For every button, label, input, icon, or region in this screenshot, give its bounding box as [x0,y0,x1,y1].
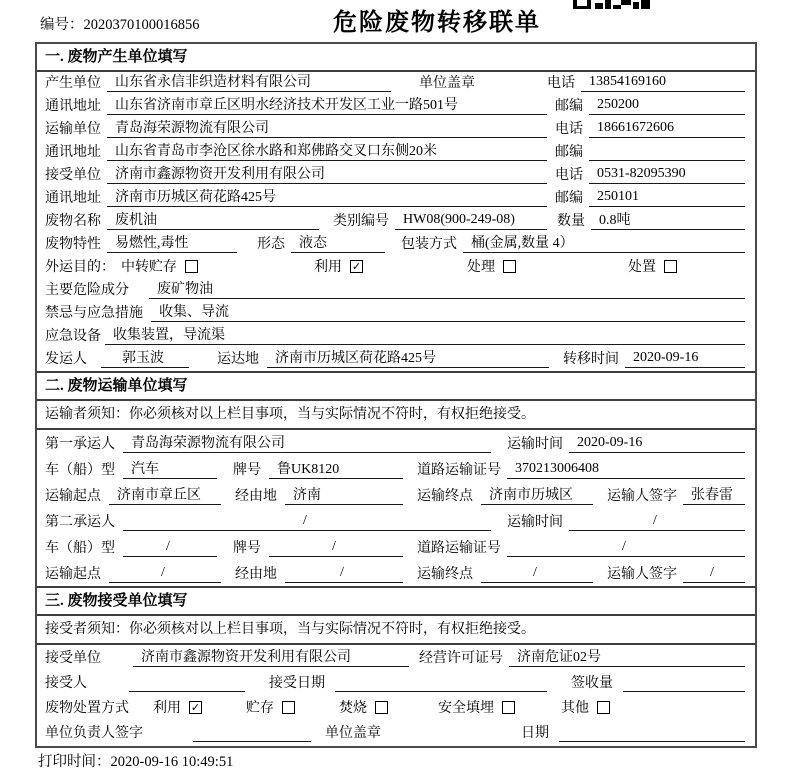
qr-code-fragment [573,0,653,10]
route2-via-value: / [285,565,403,583]
receive-person-value [129,674,245,692]
operate-license-value: 济南危证02号 [509,646,745,667]
vehicle-type2-value: / [123,539,217,557]
route1-via-value: 济南 [285,484,403,505]
waste-name-label: 废物名称 [45,214,101,229]
row-producer-address [37,95,755,118]
checkbox-disposal-incinerate [375,701,388,714]
route2-start-value: / [109,565,221,583]
producer-zip-label: 邮编 [555,99,583,114]
receipt-amount-label: 签收量 [571,676,613,691]
receive-person-label: 接受人 [45,676,87,691]
row-second-carrier [37,508,755,534]
row-receive-person [37,670,755,695]
purpose-label: 外运目的： [45,260,115,275]
producer-address-value: 山东省济南市章丘区明水经济技术开发区工业一路501号 [107,94,547,115]
waste-props-value: 易燃性,毒性 [107,232,237,253]
road-license2-value: / [507,539,745,557]
transporter-phone-value: 18661672606 [589,120,745,138]
section1-header: 一. 废物产生单位填写 [37,44,755,72]
section-producer [37,44,755,371]
producer-phone-value: 13854169160 [581,74,745,92]
receipt-amount-value [623,674,745,692]
section-receive [37,586,755,745]
plate2-label: 牌号 [233,541,261,556]
emergency-measures-label: 禁忌与应急措施 [45,306,143,321]
waste-qty-label: 数量 [557,214,585,229]
waste-form-label: 形态 [257,237,285,252]
row-receiver-unit [37,164,755,187]
transporter-zip-value [589,143,745,161]
row-route2 [37,560,755,586]
transport-time2-label: 运输时间 [507,515,563,530]
waste-form-value: 液态 [291,232,385,253]
row-waste-props [37,233,755,256]
receiver-phone-value: 0531-82095390 [589,166,745,184]
disposal-other-label: 其他 [561,701,589,716]
waste-qty-value: 0.8吨 [591,209,745,230]
transporter-notice: 运输者须知：你必须核对以上栏目事项，当与实际情况不符时，有权拒绝接受。 [37,401,755,430]
transporter-left [45,117,547,138]
producer-address-label: 通讯地址 [45,99,101,114]
route1-sign-value: 张春雷 [683,484,745,505]
dispatcher-value: 郭玉波 [101,347,189,368]
plate2-value: / [269,539,403,557]
receiver-left [45,163,547,184]
plate1-value: 鲁UK8120 [269,458,403,479]
route2-start-label: 运输起点 [45,567,101,582]
producer-phone-label: 电话 [547,76,575,91]
responsible-sign-value [193,724,311,742]
receiver-zip-label: 邮编 [555,191,583,206]
print-time-label: 打印时间： [38,754,111,770]
road-license1-value: 370213006408 [507,461,745,479]
document-serial [40,13,200,34]
receiver-notice: 接受者须知：你必须核对以上栏目事项，当与实际情况不符时，有权拒绝接受。 [37,616,755,645]
plate1-label: 牌号 [233,463,261,478]
purpose-utilize-label: 利用 [314,260,342,275]
checkbox-utilize: ✓ [351,259,362,273]
producer-left-group [45,71,547,92]
waste-code-label: 类别编号 [333,214,389,229]
checkbox-transfer-storage [185,260,198,273]
section-transport [37,371,755,586]
row-disposal-method [37,695,755,720]
route2-end-value: / [481,565,593,583]
route1-via-label: 经由地 [235,489,277,504]
section2-header: 二. 废物运输单位填写 [37,373,755,401]
purpose-option-storage [121,256,198,276]
route1-start-label: 运输起点 [45,489,101,504]
checkbox-dispose [664,260,677,273]
transporter-unit-value: 青岛海荣源物流有限公司 [107,117,547,138]
row-transfer-purpose [37,256,755,279]
road-license2-label: 道路运输证号 [417,541,501,556]
emergency-equipment-label: 应急设备 [45,329,101,344]
producer-unit-value: 山东省永信非织造材料有限公司 [107,71,391,92]
purpose-storage-label: 中转贮存 [121,260,177,275]
emergency-equipment-value: 收集装置，导流渠 [105,324,745,345]
waste-props-label: 废物特性 [45,237,101,252]
destination-label: 运达地 [217,352,259,367]
receiver-address-label: 通讯地址 [45,191,101,206]
page-title: 危险废物转移联单 [333,10,541,36]
row-transporter-unit [37,118,755,141]
checkbox-disposal-storage [282,701,295,714]
row-receive-unit [37,645,755,670]
route1-sign-label: 运输人签字 [607,489,677,504]
checkbox-treat [503,260,516,273]
receiver-unit-label: 接受单位 [45,168,101,183]
transporter-address-value: 山东省青岛市李沧区徐水路和郑佛路交叉口东侧20米 [107,140,547,161]
row-dispatch [37,348,755,371]
dispatcher-label: 发运人 [45,352,87,367]
row-vehicle1 [37,456,755,482]
manifest-table [35,42,757,748]
purpose-dispose-label: 处置 [628,260,656,275]
row-first-carrier [37,430,755,456]
disposal-label: 废物处置方式 [45,701,129,716]
second-carrier-label: 第二承运人 [45,515,115,530]
transporter-address-label: 通讯地址 [45,145,101,160]
row-hazard-components [37,279,755,302]
route1-end-value: 济南市历城区 [481,484,593,505]
first-carrier-value: 青岛海荣源物流有限公司 [123,432,491,453]
emergency-measures-value: 收集、导流 [151,301,745,322]
row-emergency-measures [37,302,755,325]
producer-unit-label: 产生单位 [45,76,101,91]
waste-code-value: HW08(900-249-08) [395,212,547,230]
row-producer-unit [37,72,755,95]
vehicle-type1-label: 车（船）型 [45,463,115,478]
receiver-phone-label: 电话 [555,168,583,183]
road-license1-label: 道路运输证号 [417,463,501,478]
transfer-time-label: 转移时间 [563,352,619,367]
transport-time1-label: 运输时间 [507,437,563,452]
vehicle-type2-label: 车（船）型 [45,541,115,556]
checkbox-disposal-other [597,701,610,714]
waste-pack-label: 包装方式 [401,237,457,252]
checkbox-disposal-utilize: ✓ [190,700,201,714]
purpose-option-utilize [314,256,363,276]
serial-number: 2020370100016856 [83,17,200,33]
serial-label: 编号： [40,17,84,33]
row-responsible-signature [37,720,755,745]
destination-value: 济南市历城区荷花路425号 [267,347,549,368]
route1-start-value: 济南市章丘区 [109,484,221,505]
transport-time1-value: 2020-09-16 [569,435,745,453]
purpose-option-dispose [628,256,677,276]
route2-sign-label: 运输人签字 [607,567,677,582]
receive-date-value [335,674,547,692]
first-carrier-label: 第一承运人 [45,437,115,452]
transporter-address-left [45,140,547,161]
receive-seal-label: 单位盖章 [325,726,381,741]
row-route1 [37,482,755,508]
sign-date-label: 日期 [521,726,549,741]
operate-license-label: 经营许可证号 [419,651,503,666]
disposal-incinerate-label: 焚烧 [339,701,367,716]
checkbox-disposal-landfill [502,701,515,714]
waste-name-value: 废机油 [107,209,319,230]
row-emergency-equipment [37,325,755,348]
disposal-option-incinerate [339,697,388,717]
transport-time2-value: / [569,513,745,531]
purpose-option-treat [467,256,516,276]
receive-unit-value: 济南市鑫源物资开发利用有限公司 [133,646,409,667]
hazard-value: 废矿物油 [149,278,745,299]
row-transporter-address [37,141,755,164]
transporter-unit-label: 运输单位 [45,122,101,137]
disposal-option-storage [246,697,295,717]
disposal-option-landfill [438,697,515,717]
transporter-zip-label: 邮编 [555,145,583,160]
print-time-value: 2020-09-16 10:49:51 [110,754,234,770]
route2-sign-value: / [683,565,745,583]
receive-unit-label: 接受单位 [45,651,101,666]
route1-end-label: 运输终点 [417,489,473,504]
disposal-landfill-label: 安全填埋 [438,701,494,716]
receive-date-label: 接受日期 [269,676,325,691]
row-vehicle2 [37,534,755,560]
second-carrier-value: / [123,513,491,531]
purpose-treat-label: 处理 [467,260,495,275]
receiver-unit-value: 济南市鑫源物资开发利用有限公司 [107,163,547,184]
transporter-phone-label: 电话 [555,122,583,137]
disposal-option-other [561,697,610,717]
receiver-zip-value: 250101 [589,189,745,207]
receiver-address-value: 济南市历城区荷花路425号 [107,186,547,207]
unit-seal-label: 单位盖章 [419,76,475,91]
route2-via-label: 经由地 [235,567,277,582]
receiver-address-left [45,186,547,207]
waste-pack-value: 桶(金属,数量 4） [463,232,745,253]
disposal-utilize-label: 利用 [153,701,181,716]
section3-header: 三. 废物接受单位填写 [37,588,755,616]
disposal-option-utilize [153,697,202,717]
hazard-label: 主要危险成分 [45,283,129,298]
producer-address-left [45,94,547,115]
disposal-storage-label: 贮存 [246,701,274,716]
sign-date-value [559,724,745,742]
row-waste-name [37,210,755,233]
transfer-time-value: 2020-09-16 [625,350,745,368]
responsible-sign-label: 单位负责人签字 [45,726,143,741]
producer-zip-value: 250200 [589,97,745,115]
row-receiver-address [37,187,755,210]
vehicle-type1-value: 汽车 [123,458,217,479]
route2-end-label: 运输终点 [417,567,473,582]
